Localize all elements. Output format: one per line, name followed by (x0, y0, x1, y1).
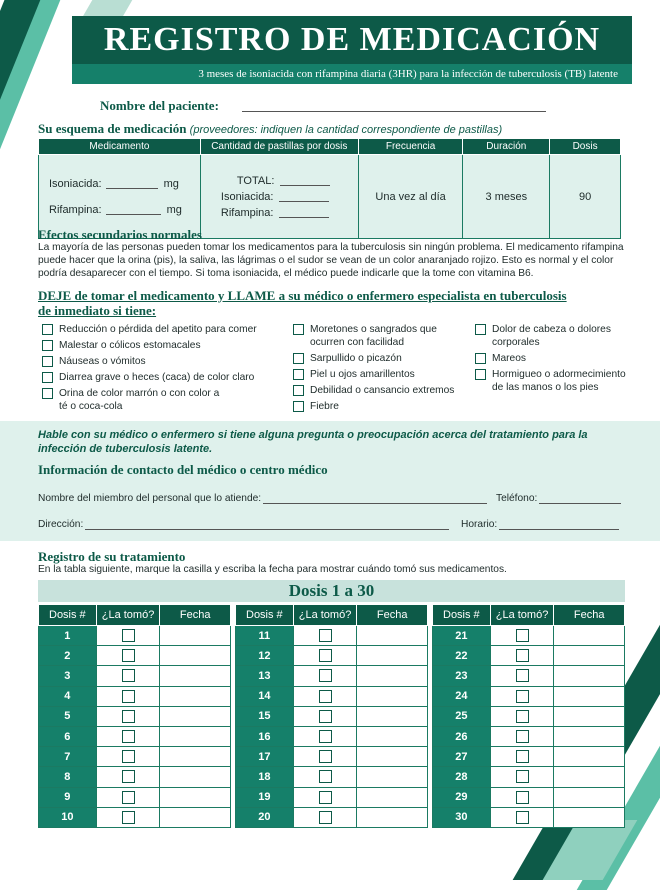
question-note: Hable con su médico o enfermero si tiene alguna pregunta o preocupación acerca del tratamiento para la infección de tuberculosis latente. (38, 429, 588, 455)
dose-row (236, 747, 428, 767)
checkbox[interactable] (42, 388, 53, 399)
dose-number: 22 (433, 646, 491, 666)
date-field[interactable] (554, 686, 625, 706)
record-title: Registro de su tratamiento (38, 549, 186, 564)
symptom-item[interactable]: Orina de color marrón o con color a té o coca-cola (42, 387, 262, 413)
date-field[interactable] (160, 686, 231, 706)
schedule-title: Su esquema de medicación (38, 121, 187, 136)
dose-col-header: Dosis # (39, 605, 97, 626)
dose-row (39, 767, 231, 787)
taken-checkbox[interactable] (319, 669, 332, 682)
taken-checkbox[interactable] (516, 791, 529, 804)
col-header: Medicamento (39, 139, 201, 155)
taken-cell (96, 807, 160, 827)
taken-cell (490, 686, 554, 706)
frequency-value: Una vez al día (358, 155, 463, 239)
taken-checkbox[interactable] (516, 750, 529, 763)
taken-checkbox[interactable] (122, 690, 135, 703)
taken-cell (293, 807, 357, 827)
date-field[interactable] (160, 747, 231, 767)
dose-row (433, 787, 625, 807)
symptom-item[interactable]: Malestar o cólicos estomacales (42, 339, 262, 352)
taken-cell (490, 726, 554, 746)
dose-row (433, 686, 625, 706)
symptom-item[interactable]: Dolor de cabeza o dolores corporales (475, 323, 635, 349)
taken-checkbox[interactable] (516, 649, 529, 662)
dose-number: 2 (39, 646, 97, 666)
date-field[interactable] (357, 666, 428, 686)
taken-checkbox[interactable] (122, 770, 135, 783)
taken-checkbox[interactable] (516, 669, 529, 682)
date-field[interactable] (554, 626, 625, 646)
symptom-item[interactable]: Reducción o pérdida del apetito para comer (42, 323, 262, 336)
schedule-heading (38, 121, 502, 137)
dose-number: 12 (236, 646, 294, 666)
patient-name-label: Nombre del paciente: (100, 98, 219, 113)
checkbox[interactable] (293, 324, 304, 335)
unit-label: mg (163, 177, 179, 190)
dose-number: 28 (433, 767, 491, 787)
taken-checkbox[interactable] (319, 750, 332, 763)
taken-checkbox[interactable] (319, 730, 332, 743)
taken-cell (490, 767, 554, 787)
taken-checkbox[interactable] (319, 649, 332, 662)
date-field[interactable] (554, 747, 625, 767)
dose-row (39, 726, 231, 746)
dose-row (433, 646, 625, 666)
dose-number: 24 (433, 686, 491, 706)
isoniazid-label: Isoniacida: (49, 177, 102, 190)
patient-name-field[interactable] (242, 111, 546, 112)
dose-number: 21 (433, 626, 491, 646)
taken-cell (96, 686, 160, 706)
date-field[interactable] (357, 706, 428, 726)
taken-checkbox[interactable] (319, 791, 332, 804)
taken-checkbox[interactable] (516, 629, 529, 642)
taken-cell (490, 666, 554, 686)
medication-schedule-table (38, 138, 621, 239)
dose-row (433, 666, 625, 686)
symptom-list-3 (475, 323, 635, 397)
dose-col-header: ¿La tomó? (490, 605, 554, 626)
checkbox[interactable] (293, 401, 304, 412)
taken-checkbox[interactable] (122, 669, 135, 682)
doses-value: 90 (550, 155, 621, 239)
taken-checkbox[interactable] (319, 690, 332, 703)
total-label: TOTAL: (236, 174, 275, 187)
dose-row (236, 787, 428, 807)
date-field[interactable] (357, 686, 428, 706)
date-field[interactable] (160, 807, 231, 827)
taken-cell (293, 767, 357, 787)
hours-label: Horario: (461, 519, 498, 530)
date-field[interactable] (554, 726, 625, 746)
phone-field[interactable] (539, 494, 621, 504)
taken-cell (490, 646, 554, 666)
date-field[interactable] (160, 666, 231, 686)
taken-checkbox[interactable] (319, 710, 332, 723)
dose-number: 29 (433, 787, 491, 807)
taken-cell (96, 767, 160, 787)
taken-checkbox[interactable] (516, 730, 529, 743)
address-field[interactable] (85, 520, 449, 530)
dose-number: 9 (39, 787, 97, 807)
date-field[interactable] (554, 787, 625, 807)
checkbox[interactable] (475, 324, 486, 335)
dose-table-1 (38, 604, 231, 828)
dose-col-header: ¿La tomó? (293, 605, 357, 626)
date-field[interactable] (554, 646, 625, 666)
page-title: REGISTRO DE MEDICACIÓN (72, 16, 632, 64)
taken-cell (293, 787, 357, 807)
date-field[interactable] (357, 646, 428, 666)
taken-checkbox[interactable] (122, 629, 135, 642)
dose-row (236, 646, 428, 666)
checkbox[interactable] (293, 353, 304, 364)
dose-number: 16 (236, 726, 294, 746)
taken-cell (293, 646, 357, 666)
address-row (38, 519, 449, 530)
taken-cell (96, 706, 160, 726)
address-label: Dirección: (38, 519, 84, 530)
taken-cell (96, 666, 160, 686)
dose-range-title: Dosis 1 a 30 (38, 580, 625, 602)
dose-col-header: Fecha (357, 605, 428, 626)
checkbox[interactable] (42, 340, 53, 351)
dose-number: 15 (236, 706, 294, 726)
unit-label: mg (166, 203, 182, 216)
taken-checkbox[interactable] (516, 770, 529, 783)
dose-number: 27 (433, 747, 491, 767)
date-field[interactable] (554, 767, 625, 787)
date-field[interactable] (554, 807, 625, 827)
symptom-item[interactable]: Hormigueo o adormecimiento de las manos o los pies (475, 368, 635, 394)
dose-number: 26 (433, 726, 491, 746)
date-field[interactable] (357, 747, 428, 767)
isoniazid-mg-field[interactable] (106, 179, 158, 189)
dose-row (236, 686, 428, 706)
page-subtitle: 3 meses de isoniacida con rifampina diaria (3HR) para la infección de tuberculosis (TB) latente (72, 64, 632, 84)
symptom-item[interactable]: Náuseas o vómitos (42, 355, 262, 368)
rifampin-label: Rifampina: (49, 203, 102, 216)
taken-cell (293, 666, 357, 686)
dose-row (39, 646, 231, 666)
stop-warning-title: DEJE de tomar el medicamento y LLAME a su médico o enfermero especialista en tuberculosis de inmediato si tiene: (38, 288, 567, 318)
taken-cell (293, 726, 357, 746)
dose-number: 30 (433, 807, 491, 827)
dose-number: 8 (39, 767, 97, 787)
date-field[interactable] (357, 787, 428, 807)
dose-row (433, 726, 625, 746)
isoniazid-pills-field[interactable] (279, 192, 329, 202)
checkbox[interactable] (475, 369, 486, 380)
dose-col-header: Dosis # (236, 605, 294, 626)
col-header: Cantidad de pastillas por dosis (200, 139, 358, 155)
dose-row (39, 787, 231, 807)
rifampin-pills-label: Rifampina: (220, 206, 274, 219)
dose-number: 1 (39, 626, 97, 646)
symptom-item[interactable]: Sarpullido o picazón (293, 352, 463, 365)
dose-row (236, 726, 428, 746)
dose-number: 13 (236, 666, 294, 686)
taken-cell (96, 646, 160, 666)
date-field[interactable] (554, 666, 625, 686)
rifampin-pills-field[interactable] (279, 208, 329, 218)
col-header: Dosis (550, 139, 621, 155)
staff-label: Nombre del miembro del personal que lo atiende: (38, 493, 262, 504)
checkbox[interactable] (475, 353, 486, 364)
dose-number: 3 (39, 666, 97, 686)
taken-checkbox[interactable] (122, 649, 135, 662)
taken-cell (490, 747, 554, 767)
taken-cell (96, 747, 160, 767)
taken-cell (490, 706, 554, 726)
checkbox[interactable] (42, 372, 53, 383)
taken-checkbox[interactable] (122, 730, 135, 743)
dose-number: 14 (236, 686, 294, 706)
symptom-item[interactable]: Piel u ojos amarillentos (293, 368, 463, 381)
taken-checkbox[interactable] (319, 629, 332, 642)
dose-row (39, 807, 231, 827)
date-field[interactable] (357, 767, 428, 787)
taken-cell (293, 706, 357, 726)
date-field[interactable] (160, 706, 231, 726)
total-pills-field[interactable] (280, 176, 330, 186)
date-field[interactable] (357, 726, 428, 746)
taken-checkbox[interactable] (122, 710, 135, 723)
taken-cell (490, 787, 554, 807)
taken-cell (490, 807, 554, 827)
record-instructions: En la tabla siguiente, marque la casilla y escriba la fecha para mostrar cuándo tomó sus medicamentos. (38, 564, 507, 575)
hours-field[interactable] (499, 520, 619, 530)
checkbox[interactable] (293, 369, 304, 380)
symptom-item[interactable]: Debilidad o cansancio extremos (293, 384, 463, 397)
date-field[interactable] (160, 726, 231, 746)
taken-checkbox[interactable] (516, 710, 529, 723)
symptom-item[interactable]: Diarrea grave o heces (caca) de color claro (42, 371, 262, 384)
checkbox[interactable] (293, 385, 304, 396)
dose-row (236, 666, 428, 686)
dose-col-header: Fecha (160, 605, 231, 626)
date-field[interactable] (160, 787, 231, 807)
taken-cell (293, 686, 357, 706)
dose-row (433, 706, 625, 726)
symptom-item[interactable]: Mareos (475, 352, 635, 365)
isoniazid-pills-label: Isoniacida: (220, 190, 274, 203)
dose-number: 18 (236, 767, 294, 787)
dose-row (433, 747, 625, 767)
dose-row (39, 706, 231, 726)
checkbox[interactable] (42, 356, 53, 367)
dose-number: 5 (39, 706, 97, 726)
dose-table-3 (432, 604, 625, 828)
date-field[interactable] (160, 646, 231, 666)
dose-row (433, 807, 625, 827)
col-header: Frecuencia (358, 139, 463, 155)
dose-row (236, 807, 428, 827)
dose-number: 17 (236, 747, 294, 767)
dose-row (433, 767, 625, 787)
hours-row (461, 519, 619, 530)
taken-checkbox[interactable] (319, 770, 332, 783)
dose-number: 25 (433, 706, 491, 726)
symptom-list-2 (293, 323, 463, 416)
dose-number: 20 (236, 807, 294, 827)
taken-cell (96, 787, 160, 807)
symptom-list-1 (42, 323, 262, 416)
taken-checkbox[interactable] (122, 811, 135, 824)
taken-checkbox[interactable] (122, 791, 135, 804)
symptom-item[interactable]: Fiebre (293, 400, 463, 413)
dose-row (39, 666, 231, 686)
taken-checkbox[interactable] (516, 690, 529, 703)
taken-checkbox[interactable] (319, 811, 332, 824)
phone-row (496, 493, 621, 504)
taken-cell (96, 626, 160, 646)
dose-row (39, 686, 231, 706)
dose-row (39, 747, 231, 767)
checkbox[interactable] (42, 324, 53, 335)
dose-number: 11 (236, 626, 294, 646)
dose-row (433, 626, 625, 646)
dose-row (39, 626, 231, 646)
dose-col-header: Fecha (554, 605, 625, 626)
schedule-note: (proveedores: indiquen la cantidad correspondiente de pastillas) (189, 124, 503, 136)
dose-number: 7 (39, 747, 97, 767)
symptom-item[interactable]: Moretones o sangrados que ocurren con facilidad (293, 323, 463, 349)
dose-row (236, 626, 428, 646)
dose-row (236, 767, 428, 787)
phone-label: Teléfono: (496, 493, 538, 504)
dose-number: 19 (236, 787, 294, 807)
dose-number: 4 (39, 686, 97, 706)
contact-title: Información de contacto del médico o centro médico (38, 462, 328, 477)
date-field[interactable] (554, 706, 625, 726)
dose-number: 23 (433, 666, 491, 686)
side-effects-text: La mayoría de las personas pueden tomar los medicamentos para la tuberculosis sin ningún problema. El medicamento rifampina puede hacer que la orina (pis), la saliva, las lágrimas o el sudor se vean de un color anaranjado rojizo. Esto es normal y el color podría desaparecer con el tiempo. Si toma isoniacida, el médico puede indicarle que la tome con vitamina B6. (38, 242, 624, 279)
taken-checkbox[interactable] (516, 811, 529, 824)
dose-table-2 (235, 604, 428, 828)
taken-cell (293, 626, 357, 646)
taken-cell (293, 747, 357, 767)
taken-cell (490, 626, 554, 646)
dose-row (236, 706, 428, 726)
dose-number: 10 (39, 807, 97, 827)
date-field[interactable] (160, 767, 231, 787)
col-header: Duración (463, 139, 550, 155)
date-field[interactable] (357, 626, 428, 646)
staff-row (38, 493, 487, 504)
taken-cell (96, 726, 160, 746)
staff-field[interactable] (263, 494, 487, 504)
side-effects-title: Efectos secundarios normales (38, 227, 202, 242)
date-field[interactable] (160, 626, 231, 646)
taken-checkbox[interactable] (122, 750, 135, 763)
dose-col-header: ¿La tomó? (96, 605, 160, 626)
date-field[interactable] (357, 807, 428, 827)
dose-number: 6 (39, 726, 97, 746)
dose-col-header: Dosis # (433, 605, 491, 626)
duration-value: 3 meses (463, 155, 550, 239)
rifampin-mg-field[interactable] (106, 205, 161, 215)
